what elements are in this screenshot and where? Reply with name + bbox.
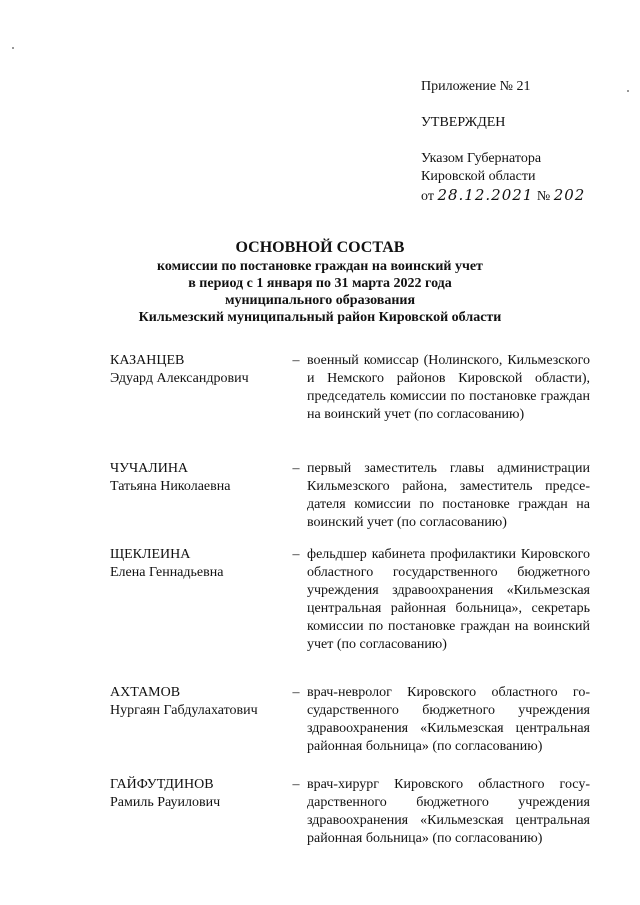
member-given-names: Нургаян Габдулахатович [110, 703, 258, 718]
member-position: первый заместитель главы администрации Кильмезского района, заместитель председателя комиссии по постановке граждан на воинский учет (по согласованию) [307, 461, 590, 530]
member-position: фельдшер кабинета профилактики Кировского областного государственного бюджетного учреждения здравоохранения «Кильмезская центральная районная больница», секретарь комиссии по постановке граждан на воинский учет (по согласованию) [307, 547, 590, 652]
handwritten-number: 202 [553, 186, 586, 204]
member-dash: – [292, 777, 300, 792]
member-dash: – [292, 461, 300, 476]
member-name [110, 546, 285, 582]
member-surname: ЩЕКЛЕИНА [110, 547, 191, 562]
member-given-names: Рамиль Рауилович [110, 795, 221, 810]
appendix-number: Приложение № 21 [421, 79, 531, 94]
member-name [110, 460, 285, 496]
member-dash: – [292, 685, 300, 700]
member-position: врач-невролог Кировского областного государственного бюджетного учреждения здравоохранения «Кильмезская центральная районная больница» (по согласованию) [307, 685, 590, 754]
scan-speck [627, 90, 629, 92]
member-dash: – [292, 353, 300, 368]
member-surname: КАЗАНЦЕВ [110, 353, 185, 368]
decree-line-2: Кировской области [421, 169, 536, 184]
approved-stamp-text: УТВЕРЖДЕН [421, 115, 506, 130]
title-main: ОСНОВНОЙ СОСТАВ [235, 239, 405, 256]
title-line-5: Кильмезский муниципальный район Кировской области [138, 310, 502, 325]
member-surname: ЧУЧАЛИНА [110, 461, 189, 476]
document-title [0, 238, 640, 326]
member-surname: АХТАМОВ [110, 685, 181, 700]
member-position: военный комиссар (Нолинского, Кильмезского и Немского районов Кировской области), председатель комиссии по постановке граждан на воинский учет (по согласованию) [307, 353, 590, 422]
member-given-names: Татьяна Николаевна [110, 479, 231, 494]
date-prefix: от [421, 189, 434, 204]
member-dash: – [292, 547, 300, 562]
scan-speck [12, 47, 14, 49]
decree-line-1: Указом Губернатора [421, 151, 542, 166]
approval-header [421, 78, 585, 206]
member-given-names: Елена Геннадьевна [110, 565, 224, 580]
member-position: врач-хирург Кировского областного государственного бюджетного учреждения здравоохранения «Кильмезская центральная районная больница» (по согласованию) [307, 777, 590, 846]
title-line-3: в период с 1 января по 31 марта 2022 года [188, 276, 452, 291]
member-name [110, 352, 285, 388]
member-name [110, 776, 285, 812]
member-name [110, 684, 285, 720]
title-line-2: комиссии по постановке граждан на воинский учет [157, 259, 483, 274]
handwritten-date: 28.12.2021 [437, 186, 534, 204]
member-given-names: Эдуард Александрович [110, 371, 249, 386]
member-surname: ГАЙФУТДИНОВ [110, 777, 214, 792]
title-line-4: муниципального образования [224, 293, 416, 308]
number-sign: № [536, 189, 551, 204]
decree-date-line [421, 186, 585, 206]
